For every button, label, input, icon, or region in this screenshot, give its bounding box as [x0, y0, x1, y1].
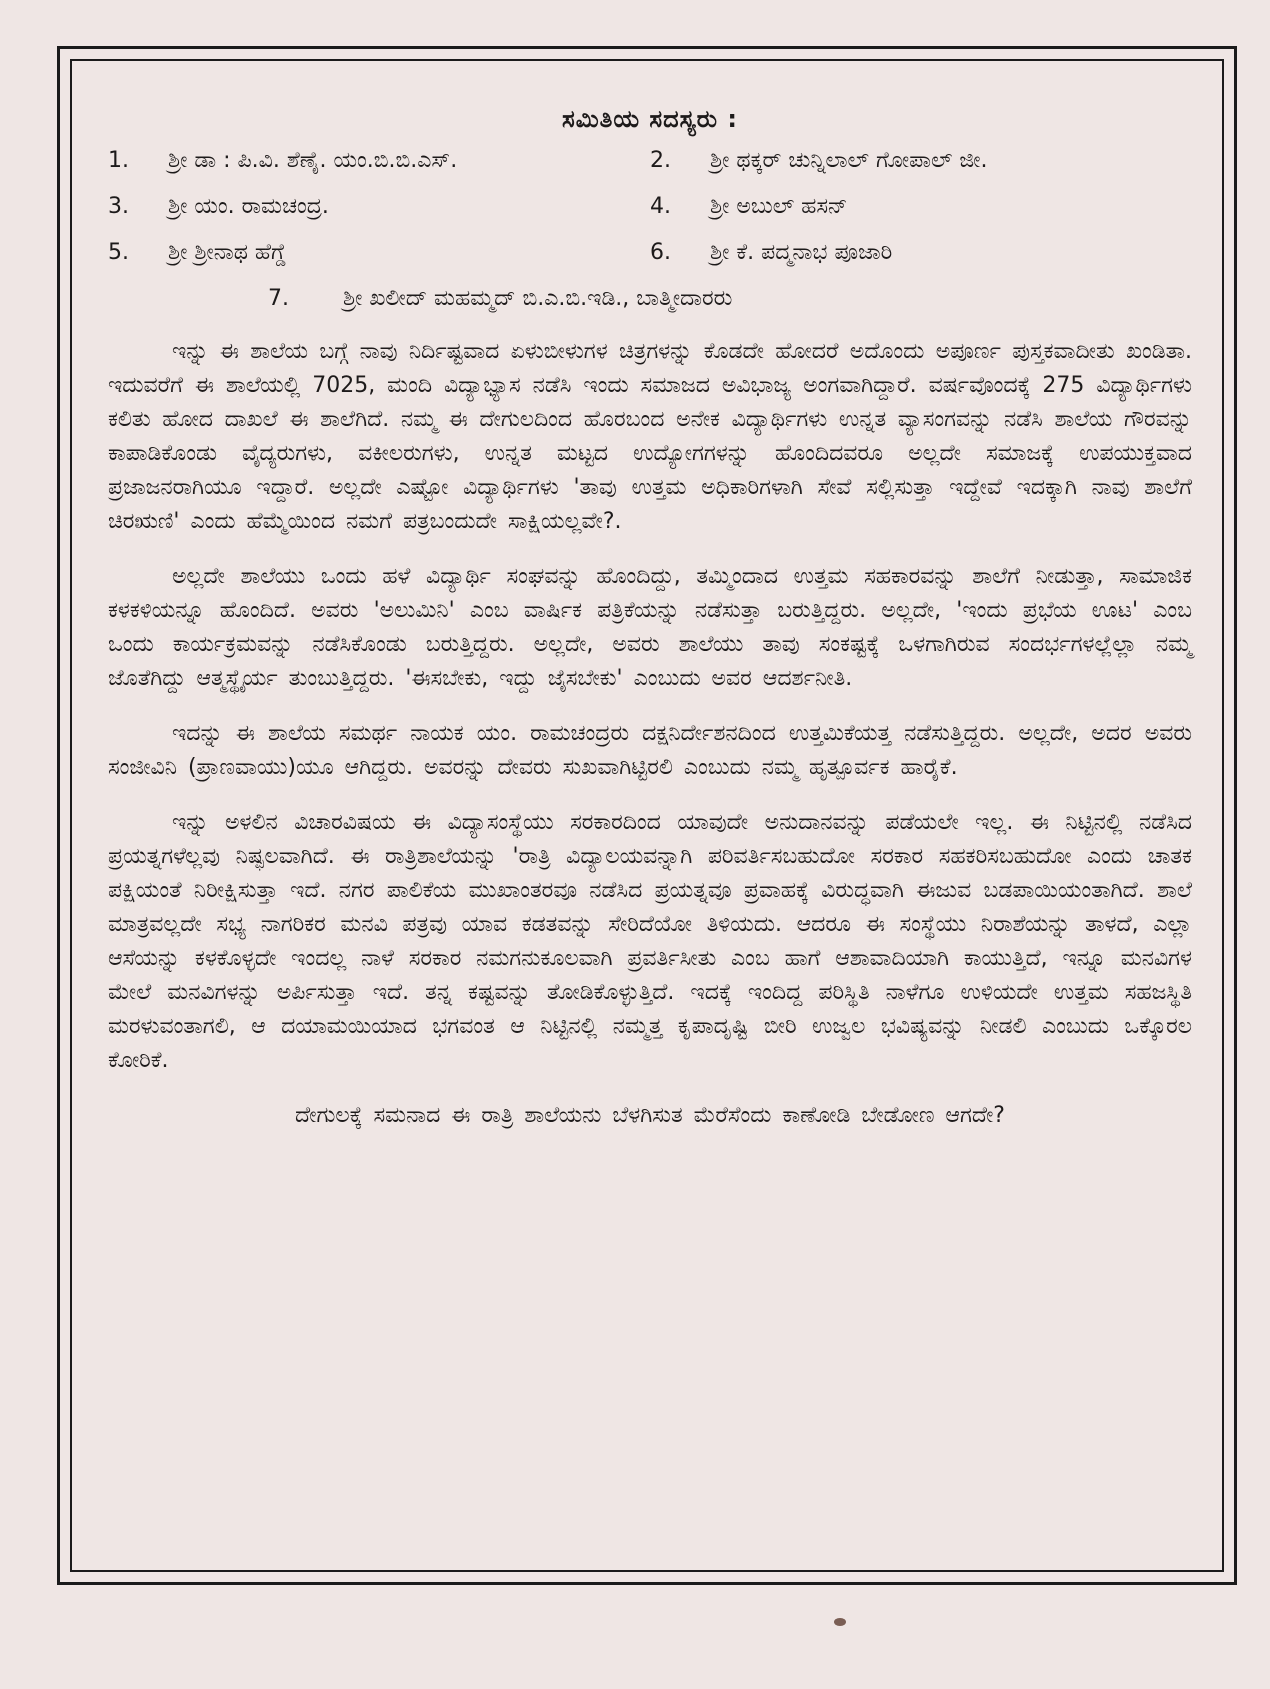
member-item: [108, 235, 650, 281]
member-item: [650, 189, 1192, 235]
member-name: ಶ್ರೀ ಕೆ. ಪದ್ಮನಾಭ ಪೂಜಾರಿ: [710, 240, 893, 265]
member-name: ಶ್ರೀ ಶ್ರೀನಾಥ ಹೆಗ್ಡೆ: [168, 240, 287, 265]
members-row: [108, 235, 1192, 281]
member-number: 3.: [108, 194, 129, 219]
members-row: [108, 189, 1192, 235]
committee-heading: ಸಮಿತಿಯ ಸದಸ್ಯರು :: [561, 105, 739, 133]
member-name: ಶ್ರೀ ಖಲೀದ್ ಮಹಮ್ಮದ್ ಬಿ.ಎ.ಬಿ.ಇಡಿ., ಬಾತ್ಮೀದಾರರು: [343, 286, 733, 311]
member-number: 4.: [650, 194, 671, 219]
member-number: 7.: [268, 286, 289, 311]
paper-smudge-mark: [834, 1618, 846, 1626]
page-border-outer: [57, 46, 1237, 1585]
document-body: [108, 103, 1192, 1154]
page-border-inner: [70, 59, 1224, 1572]
members-row: [108, 143, 1192, 189]
member-name: ಶ್ರೀ ಯಂ. ರಾಮಚಂದ್ರ.: [168, 194, 329, 219]
member-item: [650, 143, 1192, 189]
member-item-last: [108, 281, 1192, 325]
member-number: 6.: [650, 240, 671, 265]
member-name: ಶ್ರೀ ಡಾ : ಪಿ.ವಿ. ಶೆಣೈ. ಯಂ.ಬಿ.ಬಿ.ಎಸ್.: [168, 148, 458, 173]
paragraph-alumni-association: ಅಲ್ಲದೇ ಶಾಲೆಯು ಒಂದು ಹಳೆ ವಿದ್ಯಾರ್ಥಿ ಸಂಘವನ್ನು ಹೊಂದಿದ್ದು, ತಮ್ಮಿಂದಾದ ಉತ್ತಮ ಸಹಕಾರವನ್ನು ಶಾಲೆಗೆ ನೀಡುತ್ತಾ, ಸಾಮಾಜಿಕ ಕಳಕಳಿಯನ್ನೂ ಹೊಂದಿದೆ. ಅವರು 'ಅಲುಮಿನಿ' ಎಂಬ ವಾರ್ಷಿಕ ಪತ್ರಿಕೆಯನ್ನು ನಡೆಸುತ್ತಾ ಬರುತ್ತಿದ್ದರು. ಅಲ್ಲದೇ, 'ಇಂದು ಪ್ರಭೆಯ ಊಟ' ಎಂಬ ಒಂದು ಕಾರ್ಯಕ್ರಮವನ್ನು ನಡೆಸಿಕೊಂಡು ಬರುತ್ತಿದ್ದರು. ಅಲ್ಲದೇ, ಅವರು ಶಾಲೆಯು ತಾವು ಸಂಕಷ್ಟಕ್ಕೆ ಒಳಗಾಗಿರುವ ಸಂದರ್ಭಗಳಲ್ಲೆಲ್ಲಾ ನಮ್ಮ ಜೊತೆಗಿದ್ದು ಆತ್ಮಸ್ಥೈರ್ಯ ತುಂಬುತ್ತಿದ್ದರು. 'ಈಸಬೇಕು, ಇದ್ದು ಜೈಸಬೇಕು' ಎಂಬುದು ಅವರ ಆದರ್ಶನೀತಿ.: [108, 564, 1192, 691]
paragraph-leadership: ಇದನ್ನು ಈ ಶಾಲೆಯ ಸಮರ್ಥ ನಾಯಕ ಯಂ. ರಾಮಚಂದ್ರರು ದಕ್ಷನಿರ್ದೇಶನದಿಂದ ಉತ್ತಮಿಕೆಯತ್ತ ನಡೆಸುತ್ತಿದ್ದರು. ಅಲ್ಲದೇ, ಅದರ ಅವರು ಸಂಜೀವಿನಿ (ಪ್ರಾಣವಾಯು)ಯೂ ಆಗಿದ್ದರು. ಅವರನ್ನು ದೇವರು ಸುಖವಾಗಿಟ್ಟಿರಲಿ ಎಂಬುದು ನಮ್ಮ ಹೃತ್ಪೂರ್ವಕ ಹಾರೈಕೆ.: [108, 721, 1192, 780]
paragraph-alumni-achievements: ಇನ್ನು ಈ ಶಾಲೆಯ ಬಗ್ಗೆ ನಾವು ನಿರ್ದಿಷ್ಟವಾದ ಏಳುಬೀಳುಗಳ ಚಿತ್ರಗಳನ್ನು ಕೊಡದೇ ಹೋದರೆ ಅದೊಂದು ಅಪೂರ್ಣ ಪುಸ್ತಕವಾದೀತು ಖಂಡಿತಾ. ಇದುವರೆಗೆ ಈ ಶಾಲೆಯಲ್ಲಿ 7025, ಮಂದಿ ವಿದ್ಯಾಭ್ಯಾಸ ನಡೆಸಿ ಇಂದು ಸಮಾಜದ ಅವಿಭಾಜ್ಯ ಅಂಗವಾಗಿದ್ದಾರೆ. ವರ್ಷವೊಂದಕ್ಕೆ 275 ವಿದ್ಯಾರ್ಥಿಗಳು ಕಲಿತು ಹೋದ ದಾಖಲೆ ಈ ಶಾಲೆಗಿದೆ. ನಮ್ಮ ಈ ದೇಗುಲದಿಂದ ಹೊರಬಂದ ಅನೇಕ ವಿದ್ಯಾರ್ಥಿಗಳು ಉನ್ನತ ವ್ಯಾಸಂಗವನ್ನು ನಡೆಸಿ ಶಾಲೆಯ ಗೌರವನ್ನು ಕಾಪಾಡಿಕೊಂಡು ವೈದ್ಯರುಗಳು, ವಕೀಲರುಗಳು, ಉನ್ನತ ಮಟ್ಟದ ಉದ್ಯೋಗಗಳನ್ನು ಹೊಂದಿದವರೂ ಅಲ್ಲದೇ ಸಮಾಜಕ್ಕೆ ಉಪಯುಕ್ತವಾದ ಪ್ರಜಾಜನರಾಗಿಯೂ ಇದ್ದಾರೆ. ಅಲ್ಲದೇ ಎಷ್ಟೋ ವಿದ್ಯಾರ್ಥಿಗಳು 'ತಾವು ಉತ್ತಮ ಅಧಿಕಾರಿಗಳಾಗಿ ಸೇವೆ ಸಲ್ಲಿಸುತ್ತಾ ಇದ್ದೇವೆ ಇದಕ್ಕಾಗಿ ನಾವು ಶಾಲೆಗೆ ಚಿರಋಣಿ' ಎಂದು ಹೆಮ್ಮೆಯಿಂದ ನಮಗೆ ಪತ್ರಬಂದುದೇ ಸಾಕ್ಷಿಯಲ್ಲವೇ?.: [108, 339, 1192, 534]
member-number: 2.: [650, 148, 671, 173]
member-item: [108, 143, 650, 189]
closing-line: ದೇಗುಲಕ್ಕೆ ಸಮನಾದ ಈ ರಾತ್ರಿ ಶಾಲೆಯನು ಬೆಳಗಿಸುತ ಮೆರೆಸೆಂದು ಕಾಣೋಡಿ ಬೇಡೋಣ ಆಗದೇ?: [295, 1103, 1005, 1128]
member-item: [650, 235, 1192, 281]
members-list: [108, 143, 1192, 325]
member-item: [108, 189, 650, 235]
member-name: ಶ್ರೀ ಅಬುಲ್ ಹಸನ್: [710, 194, 848, 219]
member-number: 5.: [108, 240, 129, 265]
paragraph-grant-appeal: ಇನ್ನು ಅಳಲಿನ ವಿಚಾರವಿಷಯ ಈ ವಿದ್ಯಾಸಂಸ್ಥೆಯು ಸರಕಾರದಿಂದ ಯಾವುದೇ ಅನುದಾನವನ್ನು ಪಡೆಯಲೇ ಇಲ್ಲ. ಈ ನಿಟ್ಟಿನಲ್ಲಿ ನಡೆಸಿದ ಪ್ರಯತ್ನಗಳೆಲ್ಲವು ನಿಷ್ಫಲವಾಗಿದೆ. ಈ ರಾತ್ರಿಶಾಲೆಯನ್ನು 'ರಾತ್ರಿ ವಿದ್ಯಾಲಯವನ್ನಾಗಿ ಪರಿವರ್ತಿಸಬಹುದೋ ಸರಕಾರ ಸಹಕರಿಸಬಹುದೋ ಎಂದು ಚಾತಕ ಪಕ್ಷಿಯಂತೆ ನಿರೀಕ್ಷಿಸುತ್ತಾ ಇದೆ. ನಗರ ಪಾಲಿಕೆಯ ಮುಖಾಂತರವೂ ನಡೆಸಿದ ಪ್ರಯತ್ನವೂ ಪ್ರವಾಹಕ್ಕೆ ವಿರುದ್ಧವಾಗಿ ಈಜುವ ಬಡಪಾಯಿಯಂತಾಗಿದೆ. ಶಾಲೆ ಮಾತ್ರವಲ್ಲದೇ ಸಭ್ಯ ನಾಗರಿಕರ ಮನವಿ ಪತ್ರವು ಯಾವ ಕಡತವನ್ನು ಸೇರಿದೆಯೋ ತಿಳಿಯದು. ಆದರೂ ಈ ಸಂಸ್ಥೆಯು ನಿರಾಶೆಯನ್ನು ತಾಳದೆ, ಎಲ್ಲಾ ಆಸೆಯನ್ನು ಕಳಕೊಳ್ಳದೇ ಇಂದಲ್ಲ ನಾಳೆ ಸರಕಾರ ನಮಗನುಕೂಲವಾಗಿ ಪ್ರವರ್ತಿಸೀತು ಎಂಬ ಹಾಗೆ ಆಶಾವಾದಿಯಾಗಿ ಕಾಯುತ್ತಿದೆ, ಇನ್ನೂ ಮನವಿಗಳ ಮೇಲೆ ಮನವಿಗಳನ್ನು ಅರ್ಪಿಸುತ್ತಾ ಇದೆ. ತನ್ನ ಕಷ್ಟವನ್ನು ತೋಡಿಕೊಳ್ಳುತ್ತಿದೆ. ಇದಕ್ಕೆ ಇಂದಿದ್ದ ಪರಿಸ್ಥಿತಿ ನಾಳೆಗೂ ಉಳಿಯದೇ ಉತ್ತಮ ಸಹಜಸ್ಥಿತಿ ಮರಳುವಂತಾಗಲಿ, ಆ ದಯಾಮಯಿಯಾದ ಭಗವಂತ ಆ ನಿಟ್ಟಿನಲ್ಲಿ ನಮ್ಮತ್ತ ಕೃಪಾದೃಷ್ಟಿ ಬೀರಿ ಉಜ್ವಲ ಭವಿಷ್ಯವನ್ನು ನೀಡಲಿ ಎಂಬುದು ಒಕ್ಕೊರಲ ಕೋರಿಕೆ.: [108, 810, 1192, 1073]
member-name: ಶ್ರೀ ಥಕ್ಕರ್ ಚುನ್ನಿಲಾಲ್ ಗೋಪಾಲ್ ಜೀ.: [710, 148, 988, 173]
member-number: 1.: [108, 148, 129, 173]
